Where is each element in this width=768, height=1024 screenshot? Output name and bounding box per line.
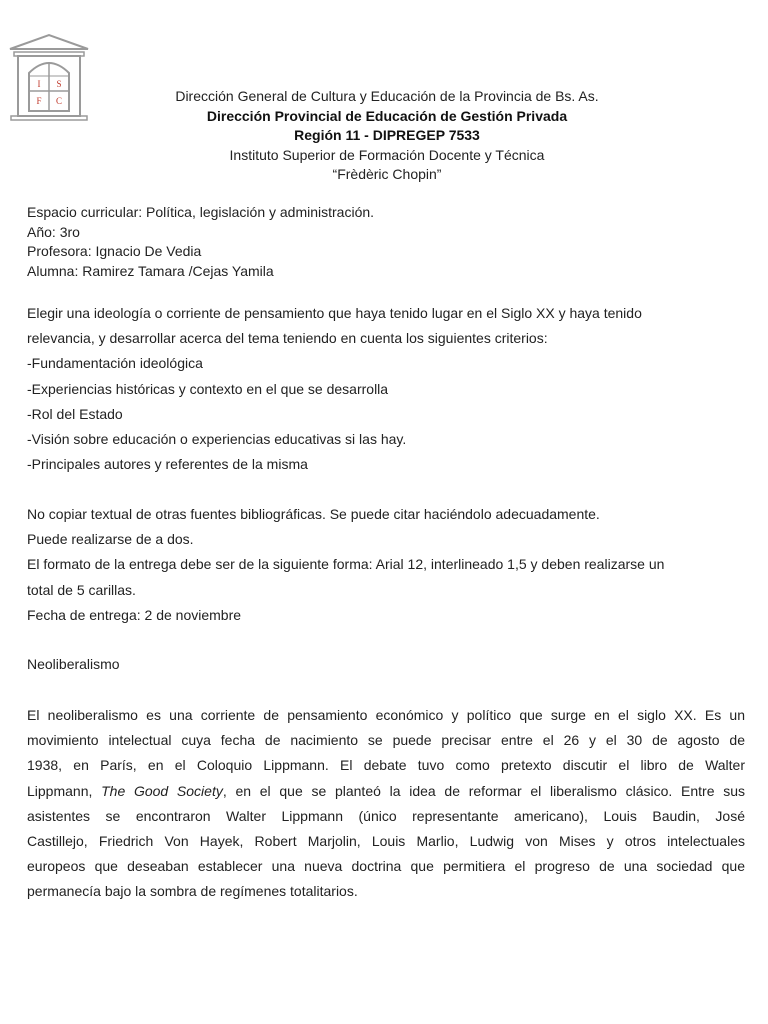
logo-letter-f: F	[36, 96, 42, 106]
paragraph-line: asistentes se encontraron Walter Lippmann (único representante americano), Louis Baudin, José	[27, 807, 745, 824]
header-line-general: Dirección General de Cultura y Educación de la Provincia de Bs. As.	[175, 88, 599, 104]
paragraph-line: 1938, en París, en el Coloquio Lippmann. El debate tuvo como pretexto discutir el libro de Walter	[27, 757, 745, 774]
info-alumna: Alumna: Ramirez Tamara /Cejas Yamila	[27, 262, 274, 279]
header-line-region: Región 11 - DIPREGEP 7533	[294, 127, 480, 144]
paragraph-text: , en el que se planteó la idea de reformar el liberalismo clásico. Entre sus	[222, 782, 745, 799]
task-instructions	[27, 301, 745, 477]
criteria-item: -Fundamentación ideológica	[27, 355, 203, 372]
rule-format-cont: total de 5 carillas.	[27, 581, 136, 598]
paragraph-line: movimiento intelectual cuya fecha de nacimiento se puede precisar entre el 26 y el 30 de agosto de	[27, 732, 745, 749]
task-intro-line-1: Elegir una ideología o corriente de pensamiento que haya tenido lugar en el Siglo XX y haya tenido	[27, 305, 642, 321]
criteria-item: -Principales autores y referentes de la misma	[27, 456, 308, 473]
logo-letter-s: S	[56, 79, 62, 89]
document-header	[0, 87, 768, 185]
paragraph-line	[27, 779, 745, 804]
info-profesora: Profesora: Ignacio De Vedia	[27, 243, 202, 260]
task-intro-line-2: relevancia, y desarrollar acerca del tema teniendo en cuenta los siguientes criterios:	[27, 330, 548, 347]
book-title: The Good Society	[101, 782, 223, 799]
header-line-provincial: Dirección Provincial de Educación de Gestión Privada	[206, 107, 568, 124]
rule-format: El formato de la entrega debe ser de la siguiente forma: Arial 12, interlineado 1,5 y deben realizarse un	[27, 556, 665, 573]
paragraph-line: europeos que deseaban establecer una nueva doctrina que permitiera el progreso de una sociedad que	[27, 858, 745, 875]
topic-heading: Neoliberalismo	[27, 656, 120, 672]
header-line-institute: Instituto Superior de Formación Docente y Técnica	[229, 146, 545, 163]
logo-letter-i: I	[37, 79, 41, 89]
paragraph-line: permanecía bajo la sombra de regímenes totalitarios.	[27, 883, 358, 900]
header-line-chopin: “Frèdèric Chopin”	[332, 166, 442, 183]
info-espacio: Espacio curricular: Política, legislación y administración.	[27, 204, 375, 220]
neoliberalism-paragraph	[27, 703, 745, 905]
info-anio: Año: 3ro	[27, 223, 80, 240]
rule-due-date: Fecha de entrega: 2 de noviembre	[27, 606, 242, 623]
rule-pairs: Puede realizarse de a dos.	[27, 531, 194, 548]
logo-letter-c: C	[55, 96, 63, 106]
course-info	[27, 203, 374, 281]
submission-rules	[27, 502, 745, 628]
paragraph-line: Castillejo, Friedrich Von Hayek, Robert Marjolin, Louis Marlio, Ludwig von Mises y otros intelectuales	[27, 833, 745, 850]
criteria-item: -Experiencias históricas y contexto en el que se desarrolla	[27, 380, 389, 397]
criteria-item: -Rol del Estado	[27, 405, 123, 422]
paragraph-line: El neoliberalismo es una corriente de pensamiento económico y político que surge en el siglo XX. Es un	[27, 707, 745, 723]
paragraph-text: Lippmann,	[27, 782, 102, 799]
criteria-item: -Visión sobre educación o experiencias educativas si las hay.	[27, 431, 407, 448]
rule-no-copy: No copiar textual de otras fuentes bibliográficas. Se puede citar haciéndolo adecuadamente.	[27, 506, 600, 522]
